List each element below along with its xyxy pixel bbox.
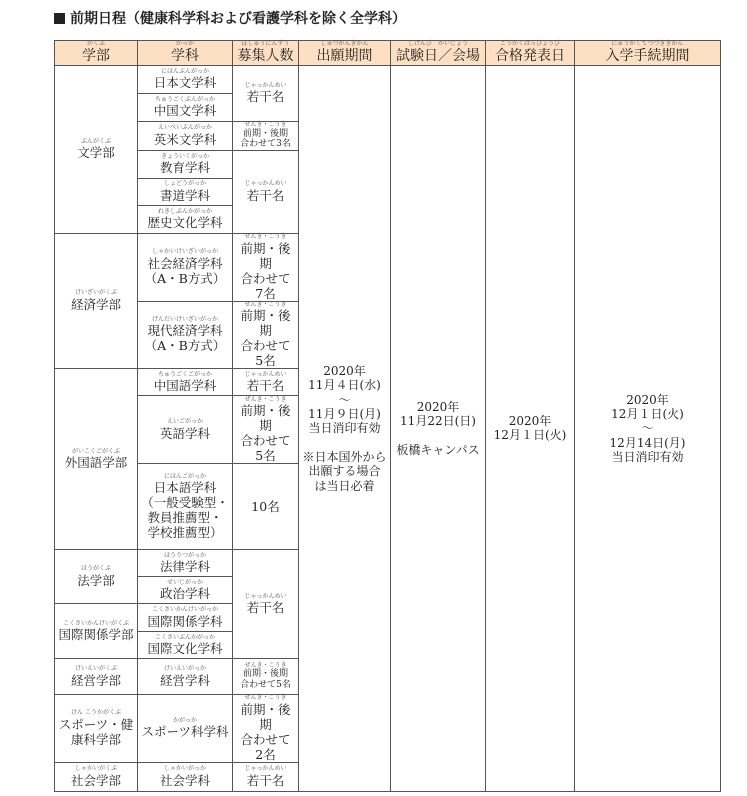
faculty-cell	[55, 762, 138, 791]
cell-text: 10名	[251, 499, 280, 515]
cell-text: 2020年 11月４日(水) ～ 11月９日(月) 当日消印有効 ※日本国外から 出願する場合 は当日必着	[302, 363, 387, 493]
department-cell	[138, 577, 233, 604]
cell-text: 社会学科	[159, 772, 210, 788]
header-row	[55, 41, 721, 66]
cell-text: 若干名	[246, 600, 285, 616]
furigana: けいえいがくぶ	[74, 665, 117, 673]
faculty-cell	[55, 234, 138, 369]
furigana: にほんぶんがっか	[160, 67, 209, 75]
cell-text: 試験日／会場	[396, 47, 480, 64]
furigana: ほうりつがっか	[163, 551, 206, 559]
cell-text: 入学手続期間	[605, 47, 690, 64]
cell-text: 2020年 12月１日(火) ～ 12月14日(月) 当日消印有効	[609, 392, 686, 465]
department-cell	[138, 550, 233, 577]
department-cell	[138, 206, 233, 234]
furigana: がくぶ	[86, 40, 105, 48]
cell-text: 若干名	[246, 89, 285, 105]
furigana: ぼしゅうにんずう	[241, 40, 290, 48]
capacity-cell	[233, 234, 299, 302]
furigana: にほんごがっか	[163, 472, 206, 480]
faculty-cell	[55, 659, 138, 695]
department-cell	[138, 122, 233, 151]
furigana: しゅつがんきかん	[320, 40, 369, 48]
cell-text: 2020年 11月22日(日) 板橋キャンパス	[396, 399, 480, 457]
furigana: ぜんき・こうき	[244, 395, 287, 403]
enrollment-cell	[575, 66, 721, 792]
column-header	[486, 41, 575, 66]
capacity-cell	[233, 762, 299, 791]
cell-text: 若干名	[246, 187, 285, 203]
cell-text: 中国語学科	[153, 378, 217, 394]
department-cell	[138, 234, 233, 302]
column-header	[575, 41, 721, 66]
furigana: しゃかいけいざいがっか	[151, 248, 218, 256]
capacity-cell	[233, 659, 299, 695]
table-row	[55, 66, 721, 94]
capacity-cell	[233, 695, 299, 763]
furigana: ほうがくぶ	[80, 565, 111, 573]
cell-text: 日本文学科	[153, 75, 217, 91]
furigana: ぜんき・こうき	[244, 233, 287, 241]
department-cell	[138, 695, 233, 763]
department-cell	[138, 464, 233, 550]
furigana: せいじがっか	[166, 578, 203, 586]
furigana: こくさいぶんかがっか	[154, 633, 215, 641]
faculty-cell	[55, 66, 138, 234]
column-header	[299, 41, 391, 66]
furigana: けいえいがっか	[163, 665, 206, 673]
title-text: 前期日程（健康科学科および看護学科を除く全学科）	[70, 11, 406, 27]
cell-text: 社会経済学科 （A・B方式）	[144, 255, 226, 286]
capacity-cell	[233, 301, 299, 369]
cell-text: 国際文化学科	[147, 641, 223, 657]
furigana: しけんび かいじょう	[407, 40, 468, 48]
furigana: じゃっかんめい	[244, 765, 287, 773]
cell-text: 社会学部	[70, 772, 121, 788]
department-cell	[138, 66, 233, 94]
cell-text: 2020年 12月１日(火)	[493, 414, 567, 443]
department-cell	[138, 151, 233, 179]
column-header	[233, 41, 299, 66]
furigana: えいごがっか	[166, 418, 203, 426]
furigana: こくさいかんけいがくぶ	[62, 619, 129, 627]
cell-text: 学部	[82, 47, 110, 64]
application-cell	[299, 66, 391, 792]
cell-text: 若干名	[246, 772, 285, 788]
furigana: じゃっかんめい	[244, 180, 287, 188]
furigana: しゃかいがくぶ	[74, 765, 117, 773]
furigana: がっか	[175, 40, 194, 48]
furigana: かがっか	[172, 716, 197, 724]
cell-text: 前期・後期 合わせて 2名	[240, 701, 291, 762]
cell-text: 法律学科	[159, 559, 210, 575]
capacity-cell	[233, 151, 299, 234]
furigana: じゃっかんめい	[244, 81, 287, 89]
furigana: ちゅうごくぶんがっか	[154, 95, 215, 103]
exam-cell	[391, 66, 486, 792]
department-cell	[138, 301, 233, 369]
cell-text: 教育学科	[159, 160, 210, 176]
department-cell	[138, 94, 233, 122]
cell-text: 前期・後期 合わせて5名	[240, 669, 291, 691]
furigana: じゃっかんめい	[244, 370, 287, 378]
faculty-cell	[55, 369, 138, 550]
furigana: ぜんき・こうき	[244, 300, 287, 308]
department-cell	[138, 179, 233, 206]
cell-text: 英語学科	[159, 425, 210, 441]
department-cell	[138, 604, 233, 632]
furigana: ぶんがくぶ	[80, 137, 111, 145]
capacity-cell	[233, 396, 299, 464]
furigana: ぜんき・こうき	[244, 121, 287, 128]
furigana: ごうかくはっぴょうび	[499, 40, 560, 48]
announcement-cell	[486, 66, 575, 792]
furigana: ぜんき・こうき	[244, 661, 287, 669]
capacity-cell	[233, 66, 299, 122]
cell-text: 経済学部	[70, 297, 121, 313]
cell-text: 政治学科	[159, 586, 210, 602]
cell-text: 日本語学科 （一般受験型・ 教員推薦型・ 学校推薦型）	[141, 480, 229, 541]
cell-text: 出願期間	[316, 47, 373, 64]
furigana: がいこくごがくぶ	[71, 447, 120, 455]
cell-text: 経営学部	[70, 672, 121, 688]
square-bullet-icon	[54, 13, 65, 24]
furigana: けん こうかがくぶ	[71, 709, 121, 717]
cell-text: 前期・後期 合わせて 7名	[240, 240, 291, 301]
furigana: しょどうがっか	[163, 180, 206, 188]
department-cell	[138, 632, 233, 659]
cell-text: 歴史文化学科	[147, 215, 223, 231]
furigana: しゃかいがっか	[163, 765, 206, 773]
column-header	[391, 41, 486, 66]
cell-text: 若干名	[246, 378, 285, 394]
cell-text: 現代経済学科 （A・B方式）	[144, 323, 226, 354]
faculty-cell	[55, 550, 138, 604]
cell-text: 外国語学部	[64, 455, 128, 471]
capacity-cell	[233, 369, 299, 396]
furigana: じゃっかんめい	[244, 592, 287, 600]
cell-text: スポーツ・健 康科学部	[58, 716, 134, 747]
cell-text: 前期・後期 合わせて 5名	[240, 403, 291, 464]
department-cell	[138, 762, 233, 791]
cell-text: 文学部	[77, 145, 115, 161]
faculty-cell	[55, 695, 138, 763]
furigana: れきしぶんかがっか	[157, 207, 212, 215]
cell-text: 国際関係学科	[147, 613, 223, 629]
schedule-table	[54, 40, 721, 792]
cell-text: 英米文学科	[153, 131, 217, 147]
cell-text: 書道学科	[159, 187, 210, 203]
cell-text: 国際関係学部	[58, 627, 134, 643]
department-cell	[138, 396, 233, 464]
cell-text: 中国文学科	[153, 103, 217, 119]
furigana: にゅうがくてつづききかん	[611, 40, 684, 48]
cell-text: 前期・後期 合わせて 5名	[240, 308, 291, 369]
furigana: ぜんき・こうき	[244, 694, 287, 702]
department-cell	[138, 659, 233, 695]
cell-text: 前期・後期 合わせて3名	[240, 128, 291, 150]
cell-text: 学科	[171, 47, 199, 64]
page-title	[54, 8, 406, 28]
furigana: ちゅうごくごがっか	[157, 370, 212, 378]
cell-text: 募集人数	[237, 47, 294, 64]
column-header	[138, 41, 233, 66]
faculty-cell	[55, 604, 138, 659]
department-cell	[138, 369, 233, 396]
column-header	[55, 41, 138, 66]
cell-text: 法学部	[77, 572, 115, 588]
cell-text: 経営学科	[159, 672, 210, 688]
cell-text: スポーツ科学科	[141, 724, 229, 740]
furigana: けいざいがくぶ	[74, 289, 117, 297]
furigana: げんだいけいざいがっか	[151, 315, 218, 323]
capacity-cell	[233, 122, 299, 151]
furigana: こくさいかんけいがっか	[151, 606, 218, 614]
furigana: きょういくがっか	[160, 152, 209, 160]
furigana: えいべいぶんがっか	[157, 124, 212, 132]
capacity-cell	[233, 550, 299, 659]
capacity-cell	[233, 464, 299, 550]
cell-text: 合格発表日	[495, 47, 565, 64]
